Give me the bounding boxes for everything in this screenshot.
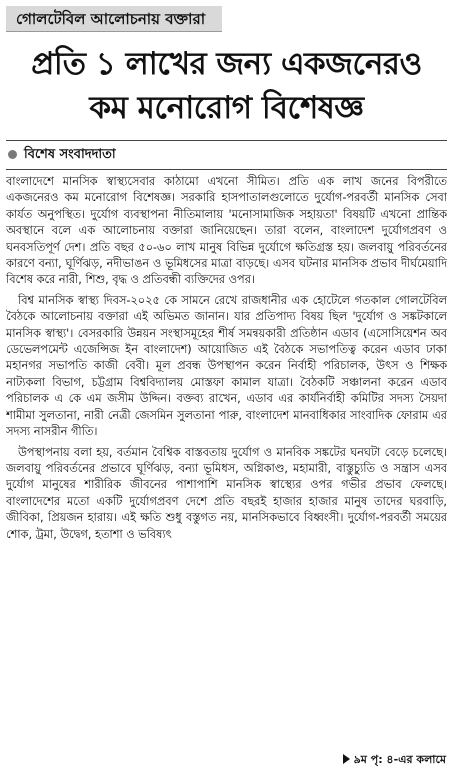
- byline-bottom-rule: [6, 169, 447, 170]
- kicker-row: [0, 6, 453, 38]
- pointer-triangle-icon: [343, 754, 350, 764]
- headline-line-1: প্রতি ১ লাখের জন্য একজনেরও: [31, 46, 422, 82]
- byline-top-rule: [6, 140, 447, 141]
- byline-row: [6, 144, 446, 166]
- article-body: [6, 174, 447, 748]
- bullet-icon: [8, 150, 17, 159]
- headline-line-2: কম মনোরোগ বিশেষজ্ঞ: [89, 90, 364, 126]
- paragraph-3: উপস্থাপনায় বলা হয়, বর্তমান বৈশ্বিক বাস্তবতায় দুর্যোগ ও মানবিক সঙ্কটের ঘনঘটা বেড়ে চলেছে। জলবায়ু পরিবর্তনের প্রভাবে ঘূর্ণিঝড়, বন্যা ভূমিধস, অগ্নিকাণ্ড, মহামারী, বাস্তুচ্যুতি ও সন্ত্রাস এসব দুর্যোগ মানুষের শারীরিক জীবনের পাশাপাশি মানসিক স্বাস্থ্যের ওপর গভীর প্রভাব ফেলছে। বাংলাদেশের মতো একটি দুর্যোগপ্রবণ দেশে প্রতি বছরই হাজার হাজার মানুষ তাদের ঘরবাড়ি, জীবিকা, প্রিয়জন হারায়। এই ক্ষতি শুধু বস্তুগত নয়, মানসিকভাবে বিধ্বংসী। দুর্যোগ-পরবর্তী সময়ের শোক, ট্রমা, উদ্বেগ, হতাশা ও ভবিষ্যৎ: [6, 445, 447, 541]
- byline: বিশেষ সংবাদদাতা: [24, 147, 116, 162]
- paragraph-2: বিশ্ব মানসিক স্বাস্থ্য দিবস-২০২৫ কে সামনে রেখে রাজধানীর এক হোটেলে গতকাল গোলটেবিল বৈঠকে আলোচনায় বক্তারা এই অভিমত জানান। যার প্রতিপাদ্য বিষয় ছিল 'দুর্যোগ ও সঙ্কটকালে মানসিক স্বাস্থ্য'। বেসরকারি উন্নয়ন সংস্থাসমূহের শীর্ষ সমন্বয়কারী প্রতিষ্ঠান এডাব (এসোসিয়েশন অব ডেভেলপমেন্ট এজেন্সিজ ইন বাংলাদেশ) আয়োজিত এই বৈঠকে সভাপতিত্ব করেন এডাব ঢাকা মহানগর সভাপতি কাজী বেবী। মূল প্রবন্ধ উপস্থাপন করেন নির্বাহী পরিচালক, উৎস ও শিক্ষক নাট্যকলা বিভাগ, চট্টগ্রাম বিশ্ববিদ্যালয় মোস্তফা কামাল যাত্রা। বৈঠকটি সঞ্চালনা করেন এডাব পরিচালক এ কে এম জসীম উদ্দিন। বক্তব্য রাখেন, এডাব এর কার্যনির্বাহী কমিটির সদস্য সৈয়দা শামীমা সুলতানা, নারী নেত্রী জেসমিন সুলতানা পারু, বাংলাদেশ মানবাধিকার সাংবাদিক ফোরাম এর সদস্য নাসরীন গীতি।: [6, 293, 447, 439]
- continuation-note: [343, 752, 446, 768]
- kicker-label: গোলটেবিল আলোচনায় বক্তারা: [6, 6, 222, 32]
- paragraph-1: বাংলাদেশে মানসিক স্বাস্থ্যসেবার কাঠামো এখনো সীমিত। প্রতি এক লাখ জনের বিপরীতে একজনেরও কম মনোরোগ বিশেষজ্ঞ। সরকারি হাসপাতালগুলোতে দুর্যোগ-পরবর্তী মানসিক সেবা কার্যত অনুপস্থিত। দুর্যোগ ব্যবস্থাপনা নীতিমালায় 'মনোসামাজিক সহায়তা' বিষয়টি এখনো প্রান্তিক অবস্থানে বলে এক আলোচনায় বক্তারা জানিয়েছেন। তারা বলেন, বাংলাদেশ দুর্যোগপ্রবণ ও ঘনবসতিপূর্ণ দেশ। প্রতি বছর ৫০-৬০ লাখ মানুষ বিভিন্ন দুর্যোগে ক্ষতিগ্রস্ত হয়। জলবায়ু পরিবর্তনের কারণে বন্যা, ঘূর্ণিঝড়, নদীভাঙন ও ভূমিধসের মাত্রা বাড়ছে। এসব ঘটনার মানসিক প্রভাব দীর্ঘমেয়াদি বিশেষ করে নারী, শিশু, বৃদ্ধ ও প্রতিবন্ধী ব্যক্তিদের ওপর।: [6, 175, 447, 287]
- continuation-text: ৯ম পৃ: ৪-এর কলামে: [353, 753, 446, 766]
